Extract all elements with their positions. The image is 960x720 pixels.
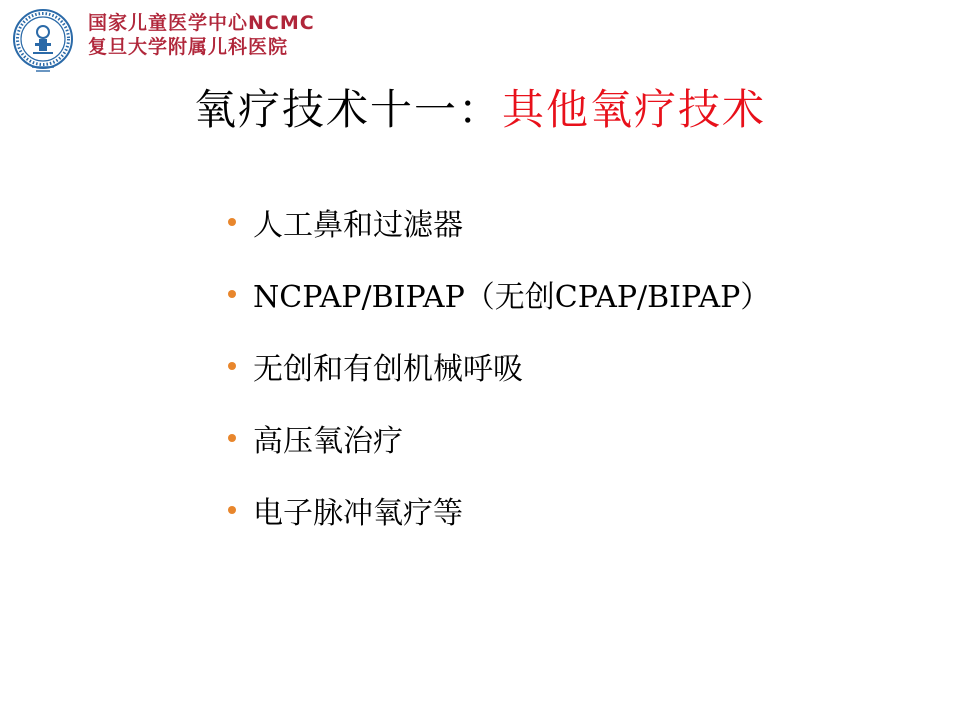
bullet-text: NCPAP/BIPAP（无创CPAP/BIPAP） (253, 280, 771, 315)
bullet-dot-icon (228, 434, 236, 442)
bullet-dot-icon (228, 506, 236, 514)
bullet-dot-icon (228, 290, 236, 298)
slide-title-accent: 其他氧疗技术 (502, 85, 767, 134)
hospital-seal-icon (12, 8, 74, 74)
institution-line-2: 复旦大学附属儿科医院 (88, 36, 289, 58)
bullet-item (228, 330, 770, 402)
slide-header (12, 8, 315, 74)
bullet-dot-icon (228, 218, 236, 226)
institution-name (88, 11, 315, 59)
institution-line-1: 国家儿童医学中心NCMC (88, 12, 315, 34)
bullet-text: 无创和有创机械呼吸 (253, 352, 523, 387)
slide-title-prefix: 氧疗技术十一： (193, 85, 502, 134)
slide-title (0, 82, 960, 138)
bullet-list (228, 186, 770, 546)
bullet-text: 人工鼻和过滤器 (253, 208, 463, 243)
bullet-item (228, 402, 770, 474)
bullet-text: 高压氧治疗 (253, 424, 403, 459)
bullet-item (228, 258, 770, 330)
bullet-text: 电子脉冲氧疗等 (253, 496, 463, 531)
bullet-item (228, 186, 770, 258)
bullet-dot-icon (228, 362, 236, 370)
bullet-item (228, 474, 770, 546)
